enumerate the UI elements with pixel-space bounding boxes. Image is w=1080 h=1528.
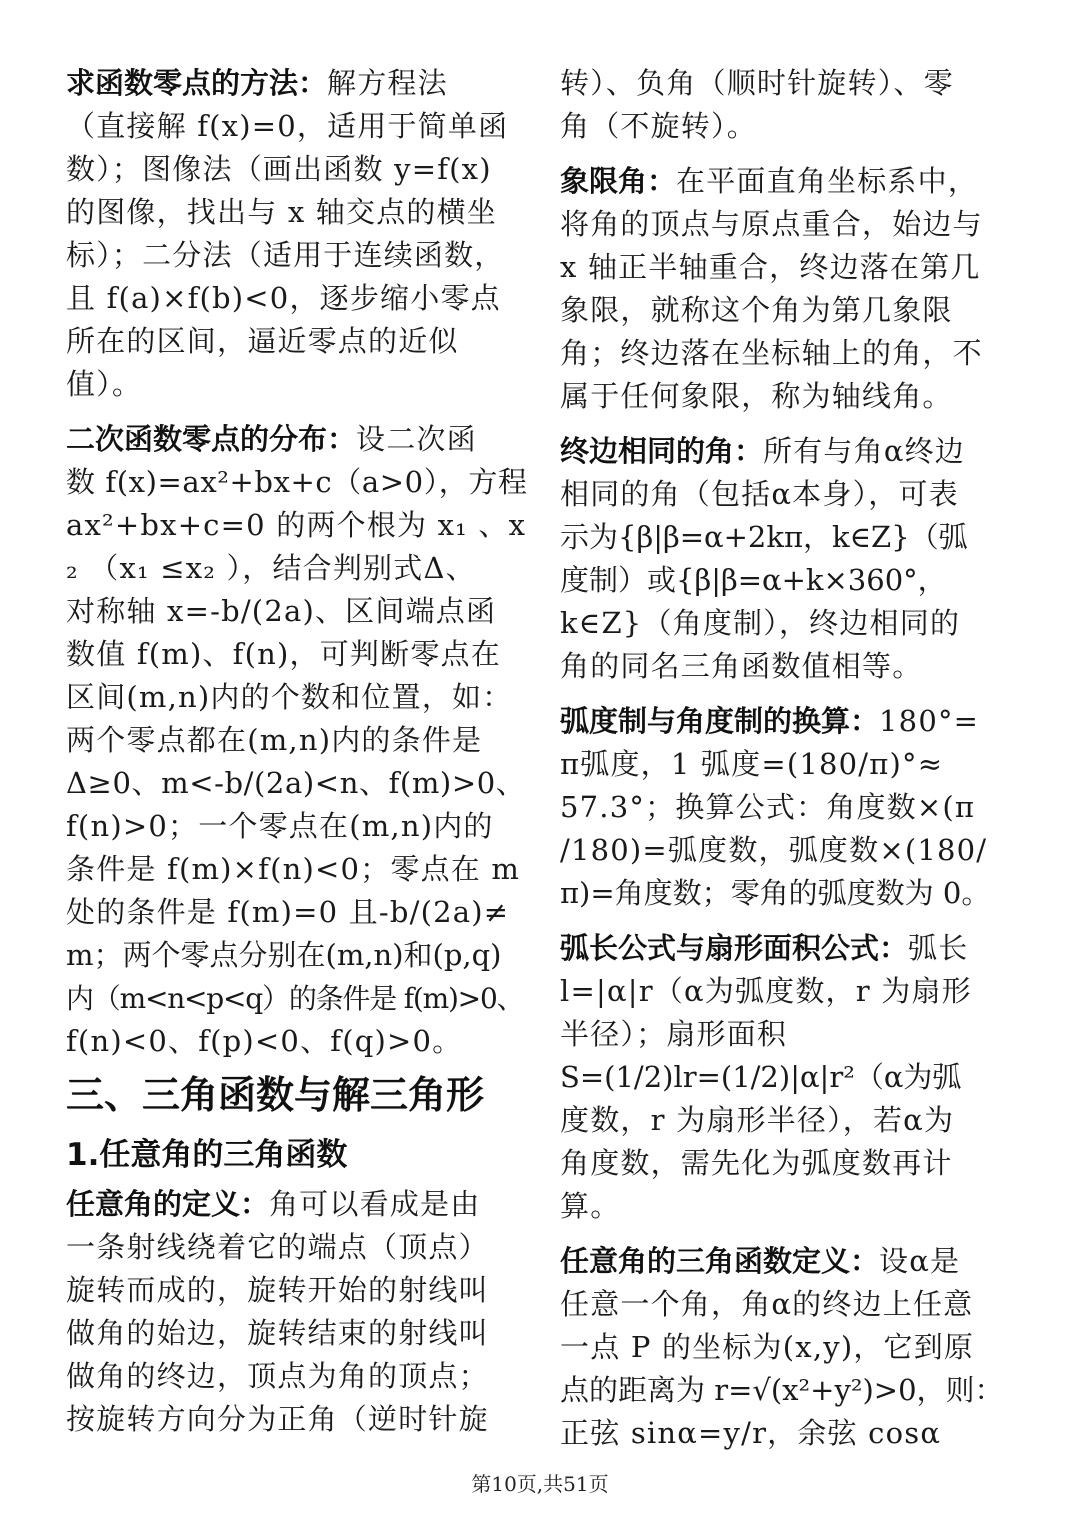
text-line: 属于任何象限，称为轴线角。 [560,379,953,413]
text-line: l=|α|r（α为弧度数，r 为扇形 [560,974,972,1008]
text-line: 数值 f(m)、f(n)，可判断零点在 [66,637,501,671]
text-line: 示为{β|β=α+2kπ，k∈Z}（弧 [560,520,968,554]
text-line: 旋转而成的，旋转开始的射线叫 [66,1273,489,1307]
text-line: 且 f(a)×f(b)<0，逐步缩小零点 [66,281,501,315]
zero-methods-title: 求函数零点的方法： [66,66,328,100]
text-line: 一条射线绕着它的端点（顶点） [66,1230,489,1264]
quadrant-angle-title: 象限角： [560,164,677,198]
any-angle-paragraph [66,1183,528,1441]
coterminal-angle-paragraph [560,430,1016,688]
continuation-paragraph [560,62,1016,148]
text-line: 57.3°；换算公式：角度数×(π [560,790,976,824]
text-line: ax²+bx+c=0 的两个根为 x₁ 、x [66,508,527,542]
text-line: 象限，就称这个角为第几象限 [560,293,953,327]
text-line: 正弦 sinα=y/r，余弦 cosα [560,1416,942,1450]
text-line: 一点 P 的坐标为(x,y)，它到原 [560,1330,975,1364]
text-line: f(n)<0、f(p)<0、f(q)>0。 [66,1024,463,1058]
text-line: 角可以看成是由 [269,1187,481,1221]
text-line: π弧度，1 弧度=(180/π)°≈ [560,747,944,781]
text-line: π)=角度数；零角的弧度数为 0。 [560,876,991,910]
any-angle-title: 任意角的定义： [66,1187,270,1221]
text-line: S=(1/2)lr=(1/2)|α|r²（α为弧 [560,1060,962,1094]
text-line: 转）、负角（顺时针旋转）、零 [560,66,954,100]
conversion-paragraph [560,700,1016,915]
zero-methods-paragraph [66,62,528,406]
text-line: 角的同名三角函数值相等。 [560,649,923,683]
text-line: 两个零点都在(m,n)内的条件是 [66,723,483,757]
coterminal-angle-title: 终边相同的角： [560,434,764,468]
sub-heading: 1.任意角的三角函数 [66,1137,348,1173]
trig-definition-paragraph [560,1240,1016,1455]
text-line: k∈Z}（角度制），终边相同的 [560,606,961,640]
text-line: （直接解 f(x)=0，适用于简单函 [66,109,509,143]
text-line: 数）；图像法（画出函数 y=f(x) [66,152,492,186]
text-line: /180)=弧度数，弧度数×(180/ [560,833,988,867]
text-line: 数 f(x)=ax²+bx+c（a>0），方程 [66,465,528,499]
text-line: 在平面直角坐标系中， [676,164,979,198]
text-line: 度制）或{β|β=α+k×360°， [560,563,947,597]
section-heading: 三、三角函数与解三角形 [66,1073,485,1117]
text-line: 算。 [560,1189,621,1223]
left-column [66,62,528,1441]
text-line: 做角的终边，顶点为角的顶点； [66,1359,489,1393]
text-line: 将角的顶点与原点重合，始边与 [560,207,983,241]
text-line: x 轴正半轴重合，终边落在第几 [560,250,981,284]
arc-sector-paragraph [560,927,1016,1228]
text-line: m；两个零点分别在(m,n)和(p,q) [66,938,502,972]
text-line: 值）。 [66,367,143,401]
text-line: 角；终边落在坐标轴上的角，不 [560,336,983,370]
text-line: 内（m<n<p<q）的条件是 f(m)>0、 [66,982,524,1015]
text-line: 点的距离为 r=√(x²+y²)>0，则： [560,1373,1004,1407]
text-line: f(n)>0；一个零点在(m,n)内的 [66,809,494,843]
right-column [560,62,1016,1455]
text-line: 设二次函 [356,422,477,456]
text-line: 弧长 [908,931,969,965]
text-line: 所在的区间，逼近零点的近似 [66,324,459,358]
text-line: 角（不旋转）。 [560,109,757,143]
text-line: 所有与角α终边 [763,434,965,468]
trig-definition-title: 任意角的三角函数定义： [560,1244,880,1278]
arc-sector-title: 弧长公式与扇形面积公式： [560,931,909,965]
text-line: 相同的角（包括α本身），可表 [560,477,959,511]
text-line: Δ≥0、m<-b/(2a)<n、f(m)>0、 [66,766,526,800]
text-line: 解方程法 [327,66,448,100]
text-line: 180°= [879,704,980,738]
text-line: 区间(m,n)内的个数和位置，如： [66,680,513,714]
quadrant-angle-paragraph [560,160,1016,418]
text-line: 做角的始边，旋转结束的射线叫 [66,1316,489,1350]
text-line: 度数，r 为扇形半径），若α为 [560,1103,955,1137]
quadratic-zeros-title: 二次函数零点的分布： [66,422,357,456]
text-line: 按旋转方向分为正角（逆时针旋 [66,1402,489,1436]
text-line: ₂ （x₁ ≤x₂ ），结合判别式Δ、 [66,551,476,585]
text-line: 对称轴 x=-b/(2a)、区间端点函 [66,594,497,628]
text-line: 的图像，找出与 x 轴交点的横坐 [66,195,497,229]
text-line: 处的条件是 f(m)=0 且-b/(2a)≠ [66,895,510,929]
conversion-title: 弧度制与角度制的换算： [560,704,880,738]
text-line: 任意一个角，角α的终边上任意 [560,1287,974,1321]
text-line: 设α是 [879,1244,961,1278]
quadratic-zeros-paragraph [66,418,528,1063]
text-line: 半径）；扇形面积 [560,1017,788,1051]
text-line: 角度数，需先化为弧度数再计 [560,1146,953,1180]
text-line: 条件是 f(m)×f(n)<0；零点在 m [66,852,521,886]
page-number: 第10页,共51页 [471,1472,609,1496]
text-line: 标）；二分法（适用于连续函数， [66,238,505,272]
